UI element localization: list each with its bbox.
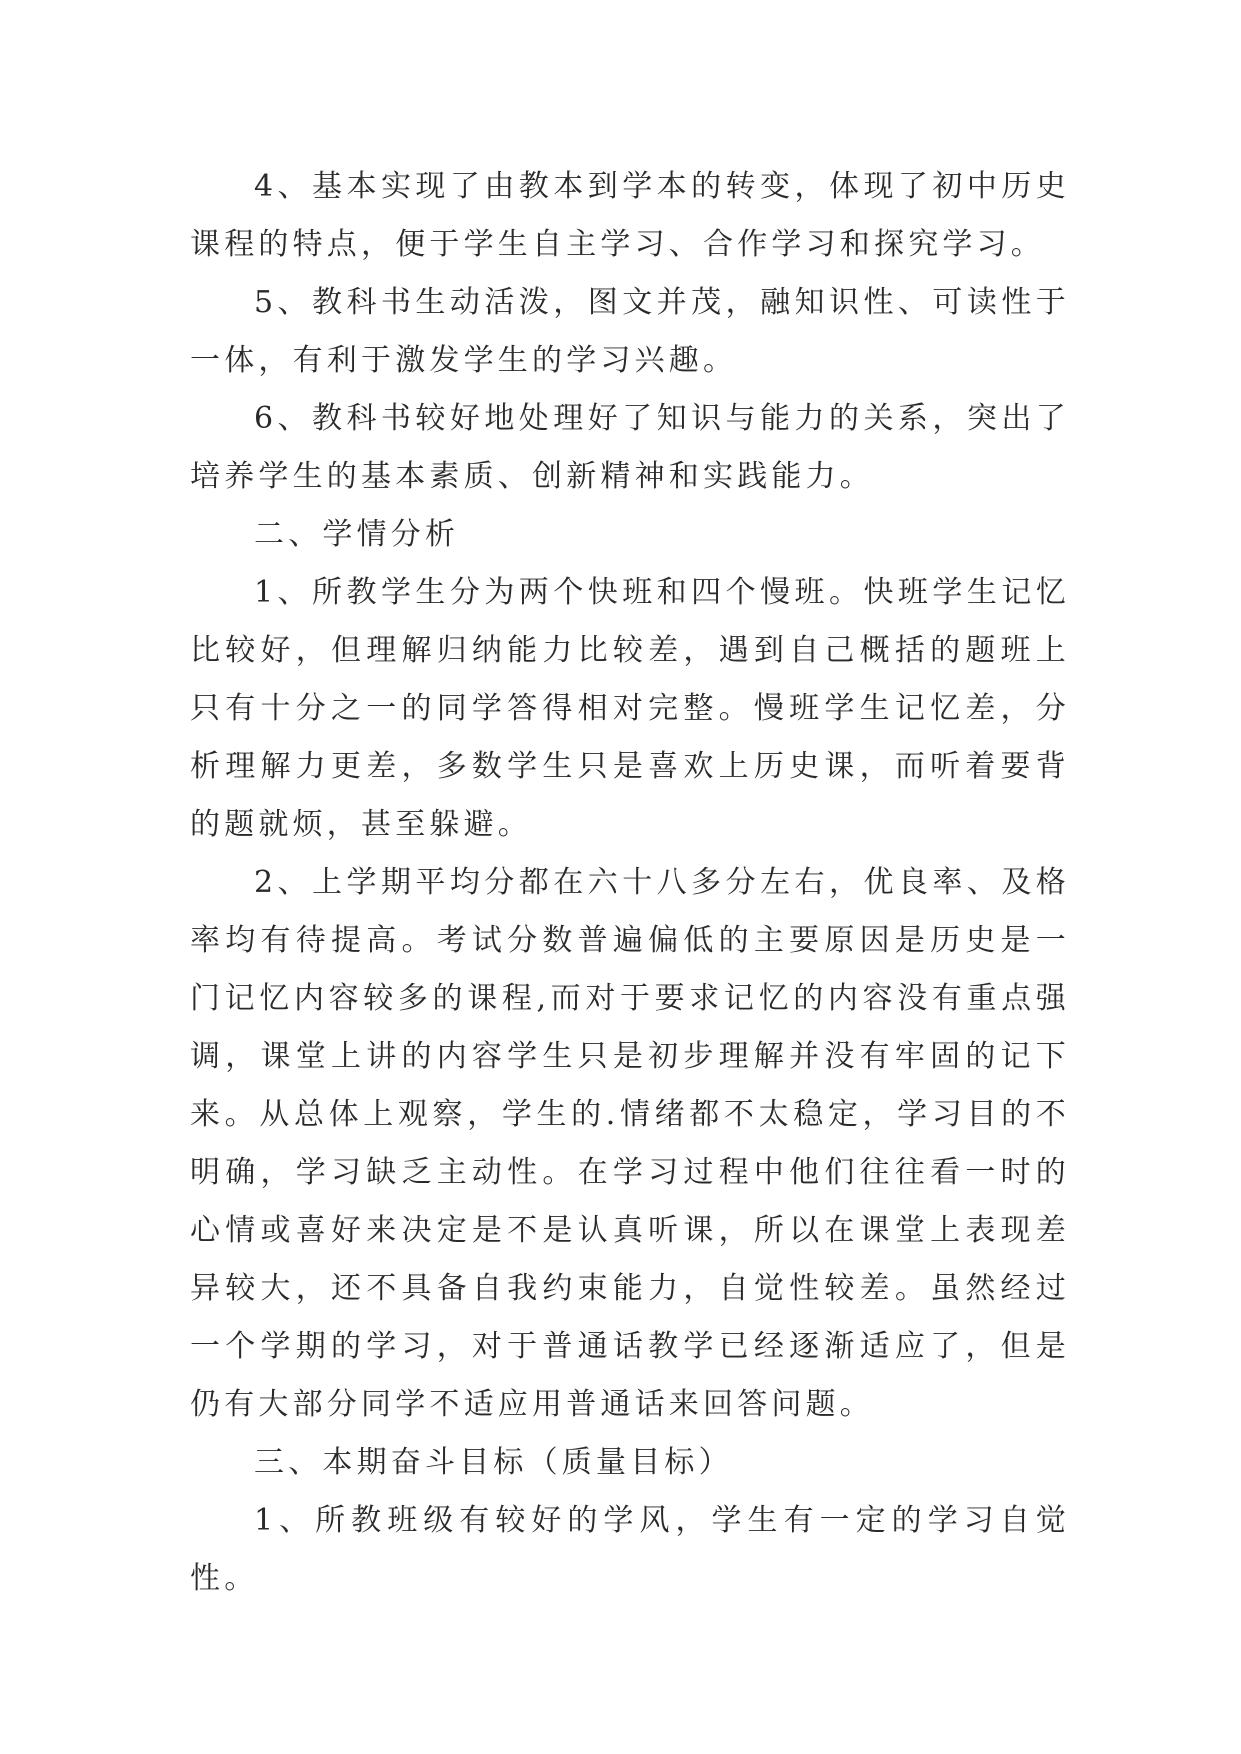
paragraph-item-6: 6、教科书较好地处理好了知识与能力的关系，突出了培养学生的基本素质、创新精神和实践能力。 [190,401,1070,494]
paragraph-item-4: 4、基本实现了由教本到学本的转变，体现了初中历史课程的特点，便于学生自主学习、合作学习和探究学习。 [190,169,1070,262]
section-heading-learning-analysis: 二、学情分析 [254,517,460,552]
paragraph-goals-1: 1、所教班级有较好的学风，学生有一定的学习自觉性。 [190,1503,1070,1596]
paragraph-learning-analysis-2: 2、上学期平均分都在六十八多分左右，优良率、及格率均有待提高。考试分数普遍偏低的主要原因是历史是一门记忆内容较多的课程,而对于要求记忆的内容没有重点强调，课堂上讲的内容学生只是初步理解并没有牢固的记下来。从总体上观察，学生的.情绪都不太稳定，学习目的不明确，学习缺乏主动性。在学习过程中他们往往看一时的心情或喜好来决定是不是认真听课，所以在课堂上表现差异较大，还不具备自我约束能力，自觉性较差。虽然经过一个学期的学习，对于普通话教学已经逐渐适应了，但是仍有大部分同学不适应用普通话来回答问题。 [190,865,1070,1422]
document-body [190,158,1070,1608]
paragraph-item-5: 5、教科书生动活泼，图文并茂，融知识性、可读性于一体，有利于激发学生的学习兴趣。 [190,285,1070,378]
paragraph-learning-analysis-1: 1、所教学生分为两个快班和四个慢班。快班学生记忆比较好，但理解归纳能力比较差，遇到自己概括的题班上只有十分之一的同学答得相对完整。慢班学生记忆差，分析理解力更差，多数学生只是喜欢上历史课，而听着要背的题就烦，甚至躲避。 [190,575,1070,842]
section-heading-goals: 三、本期奋斗目标（质量目标） [254,1445,733,1480]
